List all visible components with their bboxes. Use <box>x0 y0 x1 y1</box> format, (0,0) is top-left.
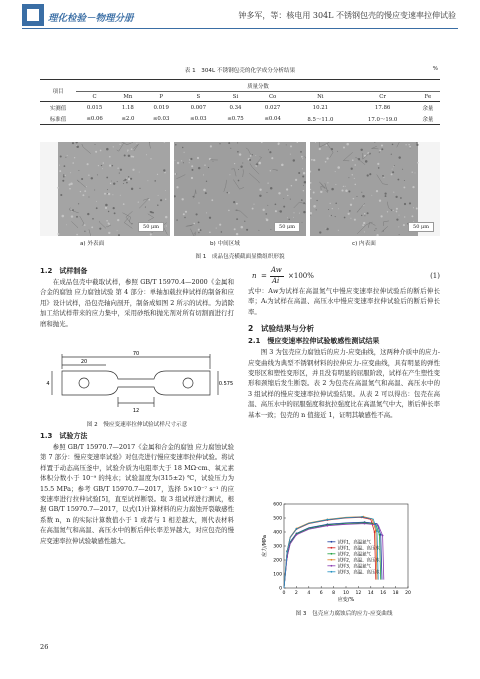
eq-equals: = <box>261 272 267 280</box>
left-column-bottom <box>40 431 234 546</box>
panel-label-a: a) 外表面 <box>80 241 105 247</box>
data-point <box>376 530 378 532</box>
table-cell: ≤0.75 <box>217 113 254 125</box>
legend-marker <box>331 571 333 573</box>
logo-text: 理化检验－物理分册 <box>48 13 134 24</box>
running-title: 钟多军，等：核电用 304L 不锈钢包壳的慢应变速率拉伸试验 <box>238 11 456 20</box>
x-tick-label: 6 <box>319 591 323 596</box>
formula-description: 式中：A𝑤为试样在高温氮气中慢应变速率拉伸试验后的断后伸长率；Aᵢ为试样在高温、高压水中慢应变速率拉伸试验后的断后伸长率。 <box>248 287 440 316</box>
table-cell: ≤0.03 <box>180 113 217 125</box>
table1-group-header: 质量分数 <box>76 80 440 92</box>
section-heading-1-3: 1.3 试验方法 <box>40 432 88 440</box>
table-row-label: 标准值 <box>40 113 76 125</box>
table-row-label: 实测值 <box>49 105 67 112</box>
legend-entry: 试样2，高温氮气 <box>337 552 371 558</box>
table-cell: 0.015 <box>86 104 103 111</box>
table1-column-header: Cr <box>350 92 416 102</box>
section-text-2-1: 图 3 为包壳应力腐蚀后的应力-应变曲线，这两种介质中的应力-应变曲线为典型不锈钢材料的拉伸应力-应变曲线，具有明显的弹性变形区和塑性变形区，并且没有明显的屈服阶段，试样在产生塑性变形和颈缩后发生断裂。表 2 为包壳在高温氮气和高温、高压水中的 3 组试样的慢应变速率拉伸试验结果。从表 2 可以得出：包壳在高温、高压水中的屈服强度和抗拉强度比在高温氮气中大，断后伸长率基本一致；包壳的 n 值接近 1，证明其敏感性不高。 <box>248 348 440 419</box>
data-point <box>296 528 298 530</box>
micrograph-outer <box>40 142 170 236</box>
panel-label-b: b) 中间区域 <box>210 241 240 247</box>
section-heading-2: 2 试验结果与分析 <box>248 324 315 334</box>
section-heading-1-2: 1.2 试样制备 <box>40 267 88 275</box>
specimen-drawing <box>40 349 234 417</box>
table-cell: 17.86 <box>374 104 391 111</box>
eq-times: ×100% <box>288 272 314 280</box>
table1-column-headers <box>40 92 440 102</box>
figure3-caption: 图 3 包壳应力腐蚀后的应力-应变曲线 <box>295 611 393 617</box>
data-point <box>296 534 298 536</box>
right-column-top <box>248 286 440 420</box>
section-text-1-3: 参照 GB/T 15970.7—2017《金属和合金的腐蚀 应力腐蚀试验 第 7 部分：慢应变速率试验》对包壳进行慢应变速率拉伸试验。将试样置于动态高压釜中，试验介质为电阻率大于 18 MΩ·cm、氧元素体积分数小于 10⁻⁹ 的纯水；试验温度为(315±2) ℃，试验压力为 15.5 MPa；参考 GB/T 15970.7—2017，选择 5×10⁻⁷ s⁻¹ 的应变速率进行拉伸试验[5]，直至试样断裂。取 3 组试样进行测试，根据 GB/T 15970.7—2017，以式(1)计算材料的应力腐蚀开裂敏感性系数 n，n 的实际计算数值小于 1 或者与 1 相差越大，则代表材料在高温氮气和高温、高压水中的断后伸长率差异越大，对应包壳的慢应变速率拉伸试验敏感性越大。 <box>40 443 234 545</box>
legend-marker <box>331 553 333 555</box>
table1-item-header: 项目 <box>40 80 76 102</box>
page-number: 26 <box>40 643 49 651</box>
legend-entry: 试样3，高温、高压水 <box>337 570 380 576</box>
table1-column-header: Co <box>254 92 291 102</box>
dim-width: 4 <box>46 381 50 387</box>
table-cell: 1.18 <box>121 104 134 111</box>
y-tick-label: 0 <box>279 586 282 592</box>
x-tick-label: 0 <box>282 591 286 596</box>
table-cell: 0.027 <box>264 104 281 111</box>
table-cell: 8.5～11.0 <box>291 113 349 125</box>
data-point <box>327 525 329 527</box>
table-cell: 0.007 <box>190 104 207 111</box>
eq-n: n <box>252 272 257 280</box>
micrograph-middle <box>174 142 306 236</box>
table-cell: ≤2.0 <box>113 113 142 125</box>
data-point <box>382 535 384 537</box>
legend-marker <box>331 565 333 567</box>
table-cell: 17.0～19.0 <box>350 113 416 125</box>
section-text-1-2: 在成品包壳中截取试样，参照 GB/T 15970.4—2000《金属和合金的腐蚀 应力腐蚀试验 第 4 部分：单轴加载拉伸试样的制备和应用》设计试样，沿包壳轴向剖开，制备成如图 2 所示的试样。为消除加工给试样带来的应力集中，采用砂纸和抛光剂对所有切割面进行打磨和抛光。 <box>40 278 234 328</box>
legend-marker <box>331 547 333 549</box>
x-tick-label: 18 <box>392 591 399 596</box>
table1-column-header: C <box>76 92 113 102</box>
data-point <box>364 523 366 525</box>
y-tick-label: 200 <box>273 558 282 564</box>
table1 <box>40 79 440 125</box>
x-tick-label: 10 <box>343 591 349 596</box>
table-cell: 余量 <box>416 113 440 125</box>
legend-entry: 试样2，高温、高压水 <box>337 558 380 564</box>
table1-column-header: Ni <box>291 92 349 102</box>
dim-gauge: 12 <box>132 408 140 414</box>
legend-marker <box>331 559 333 561</box>
micrograph-inner <box>310 142 440 236</box>
legend-entry: 试样1，高温氮气 <box>337 540 371 546</box>
equation-1 <box>248 266 440 286</box>
x-tick-label: 8 <box>332 591 336 596</box>
legend-entry: 试样1，高温、高压水 <box>337 546 380 552</box>
scale-bar: 50 μm <box>138 222 164 232</box>
table-cell: ≤0.04 <box>254 113 291 125</box>
dim-thick: 0.575 <box>218 381 234 387</box>
x-tick-label: 16 <box>380 591 387 596</box>
table1-column-header: Si <box>217 92 254 102</box>
eq-number: (1) <box>430 272 440 280</box>
figure2-caption: 图 2 慢应变速率拉伸试验试样尺寸示意 <box>86 422 188 428</box>
table-cell: ≤0.03 <box>143 113 180 125</box>
table1-column-header: P <box>143 92 180 102</box>
table-row <box>40 113 440 125</box>
table-cell: 余量 <box>422 105 434 112</box>
x-tick-label: 2 <box>294 591 298 596</box>
x-axis-label: 应变/% <box>337 597 355 603</box>
scale-bar: 50 μm <box>274 222 300 232</box>
table-cell: ≤0.06 <box>76 113 113 125</box>
header-rule <box>22 28 458 29</box>
y-tick-label: 400 <box>273 530 282 536</box>
scale-bar: 50 μm <box>408 222 434 232</box>
table1-column-header: Mn <box>113 92 142 102</box>
eq-den: Ai <box>272 277 280 285</box>
legend-entry: 试样3，高温氮气 <box>337 564 371 570</box>
y-tick-label: 300 <box>273 544 282 550</box>
legend-marker <box>331 541 333 543</box>
dim-total: 70 <box>132 351 140 357</box>
figure1-caption: 图 1 成品包壳横截面显微组织形貌 <box>195 254 285 260</box>
y-tick-label: 600 <box>273 502 282 508</box>
panel-label-c: c) 内表面 <box>352 241 376 247</box>
table1-caption: 表 1 304L 不锈钢包壳的化学成分分析结果 <box>184 68 296 74</box>
y-tick-label: 100 <box>273 572 282 578</box>
table-cell: 10.21 <box>312 104 329 111</box>
data-point <box>374 531 376 533</box>
section-heading-2-1: 2.1 慢应变速率拉伸试验敏感性测试结果 <box>248 337 380 346</box>
data-point <box>379 534 381 536</box>
table-cell: 0.34 <box>229 104 242 111</box>
data-point <box>286 550 288 552</box>
table-row <box>40 102 440 114</box>
x-tick-label: 14 <box>367 591 374 596</box>
table-cell: 0.019 <box>153 104 169 111</box>
table1-column-header: S <box>180 92 217 102</box>
y-tick-label: 500 <box>273 516 282 522</box>
left-column-top <box>40 266 234 329</box>
data-point <box>361 516 363 518</box>
dim-grip: 20 <box>80 359 88 365</box>
eq-num: Aw <box>271 266 282 274</box>
stress-strain-chart <box>248 500 440 604</box>
journal-logo <box>22 4 152 26</box>
table1-unit: % <box>432 66 438 72</box>
y-axis-label: 应力/MPa <box>262 535 268 557</box>
x-tick-label: 4 <box>307 591 311 596</box>
data-point <box>327 519 329 521</box>
x-tick-label: 20 <box>405 591 411 596</box>
table1-column-header: Fe <box>416 92 440 102</box>
logo-mark <box>22 4 44 26</box>
x-tick-label: 12 <box>355 591 362 596</box>
